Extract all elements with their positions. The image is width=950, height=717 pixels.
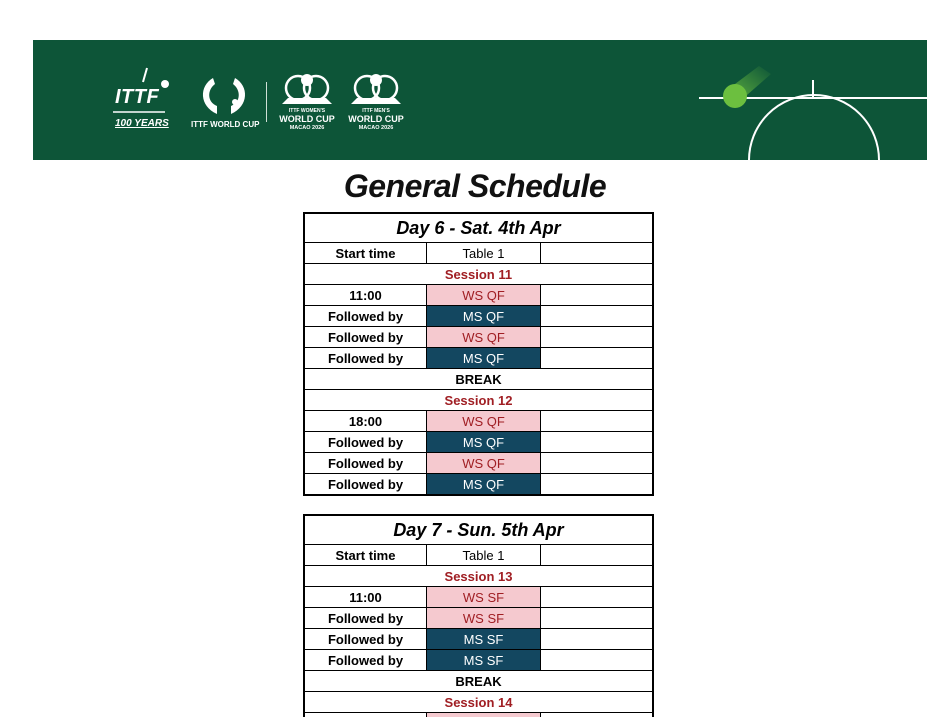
start-time-cell: Followed by [305,474,427,494]
100-years-text: 100 YEARS [115,118,169,129]
header-banner [33,40,927,160]
womens-cup-title: WORLD CUP [279,114,335,124]
womens-world-cup-logo [276,70,338,136]
match-cell: MS QF [427,432,541,452]
column-header-row [305,544,652,565]
womens-cup-place: MACAO 2026 [289,125,325,131]
empty-cell [541,285,652,305]
day-heading-row [305,516,652,544]
table-row [305,586,652,607]
start-time-cell: Followed by [305,453,427,473]
womens-cup-label: ITTF WOMEN'S [288,108,326,114]
table-row [305,473,652,494]
empty-cell [541,348,652,368]
break-label: BREAK [455,673,502,689]
match-cell: MS SF [427,629,541,649]
empty-cell [541,629,652,649]
empty-cell [541,713,652,717]
mens-cup-place: MACAO 2026 [358,125,394,131]
mens-cup-title: WORLD CUP [348,114,404,124]
table-row [305,431,652,452]
session-label: Session 11 [444,266,513,282]
break-row [305,670,652,691]
empty-cell [541,587,652,607]
table-row [305,452,652,473]
day-7-schedule-table [303,514,654,717]
empty-cell [541,608,652,628]
ittf-logo-text: ITTF [115,86,160,108]
start-time-cell: 11:00 [305,587,427,607]
mens-world-cup-logo [345,70,407,136]
empty-cell [541,453,652,473]
logo-divider [266,82,267,122]
empty-cell [541,411,652,431]
start-time-header: Start time [305,545,427,565]
empty-header-cell [541,243,652,263]
start-time-cell: 18:00 [305,411,427,431]
mens-cup-emblem-icon [345,70,407,108]
match-cell: MS QF [427,474,541,494]
table-1-header: Table 1 [427,243,541,263]
table-tennis-decoration-icon [693,40,927,160]
session-row [305,691,652,712]
match-cell: WS QF [427,285,541,305]
ittf-world-cup-logo [191,72,260,132]
empty-cell [541,650,652,670]
session-label: Session 13 [444,568,513,584]
table-row [305,410,652,431]
world-cup-logo-text: ITTF WORLD CUP [191,120,260,129]
table-row [305,347,652,368]
start-time-cell: Followed by [305,348,427,368]
match-cell: WS SF [427,608,541,628]
table-row [305,628,652,649]
session-row [305,263,652,284]
day-6-schedule-table [303,212,654,496]
session-label: Session 14 [444,694,513,710]
ittf-100-years-logo [113,66,173,132]
table-row [305,305,652,326]
table-row [305,326,652,347]
empty-header-cell [541,545,652,565]
match-cell: MS SF [427,650,541,670]
world-cup-emblem-icon [191,72,257,118]
day-heading: Day 7 - Sun. 5th Apr [393,519,564,540]
table-row [305,284,652,305]
empty-cell [541,327,652,347]
break-row [305,368,652,389]
match-cell: MS QF [427,348,541,368]
start-time-cell: Followed by [305,327,427,347]
session-row [305,389,652,410]
empty-cell [541,474,652,494]
match-cell: WS QF [427,453,541,473]
start-time-cell: 11:00 [305,285,427,305]
day-heading-row [305,214,652,242]
start-time-cell: Followed by [305,608,427,628]
match-cell-cut [427,713,541,717]
empty-cell [541,306,652,326]
womens-cup-emblem-icon [276,70,338,108]
day-heading: Day 6 - Sat. 4th Apr [396,217,561,238]
match-cell: WS QF [427,411,541,431]
empty-cell [541,432,652,452]
page-title: General Schedule [343,168,607,204]
start-time-cell: Followed by [305,432,427,452]
table-row [305,607,652,628]
start-time-header: Start time [305,243,427,263]
session-label: Session 12 [444,392,513,408]
break-label: BREAK [455,371,502,387]
session-row [305,565,652,586]
mens-cup-label: ITTF MEN'S [362,108,390,114]
table-1-header: Table 1 [427,545,541,565]
match-cell: WS SF [427,587,541,607]
start-time-cell: Followed by [305,306,427,326]
match-cell: MS QF [427,306,541,326]
start-time-cell-cut [305,713,427,717]
table-row [305,649,652,670]
start-time-cell: Followed by [305,629,427,649]
column-header-row [305,242,652,263]
match-cell: WS QF [427,327,541,347]
start-time-cell: Followed by [305,650,427,670]
table-row [305,712,652,717]
